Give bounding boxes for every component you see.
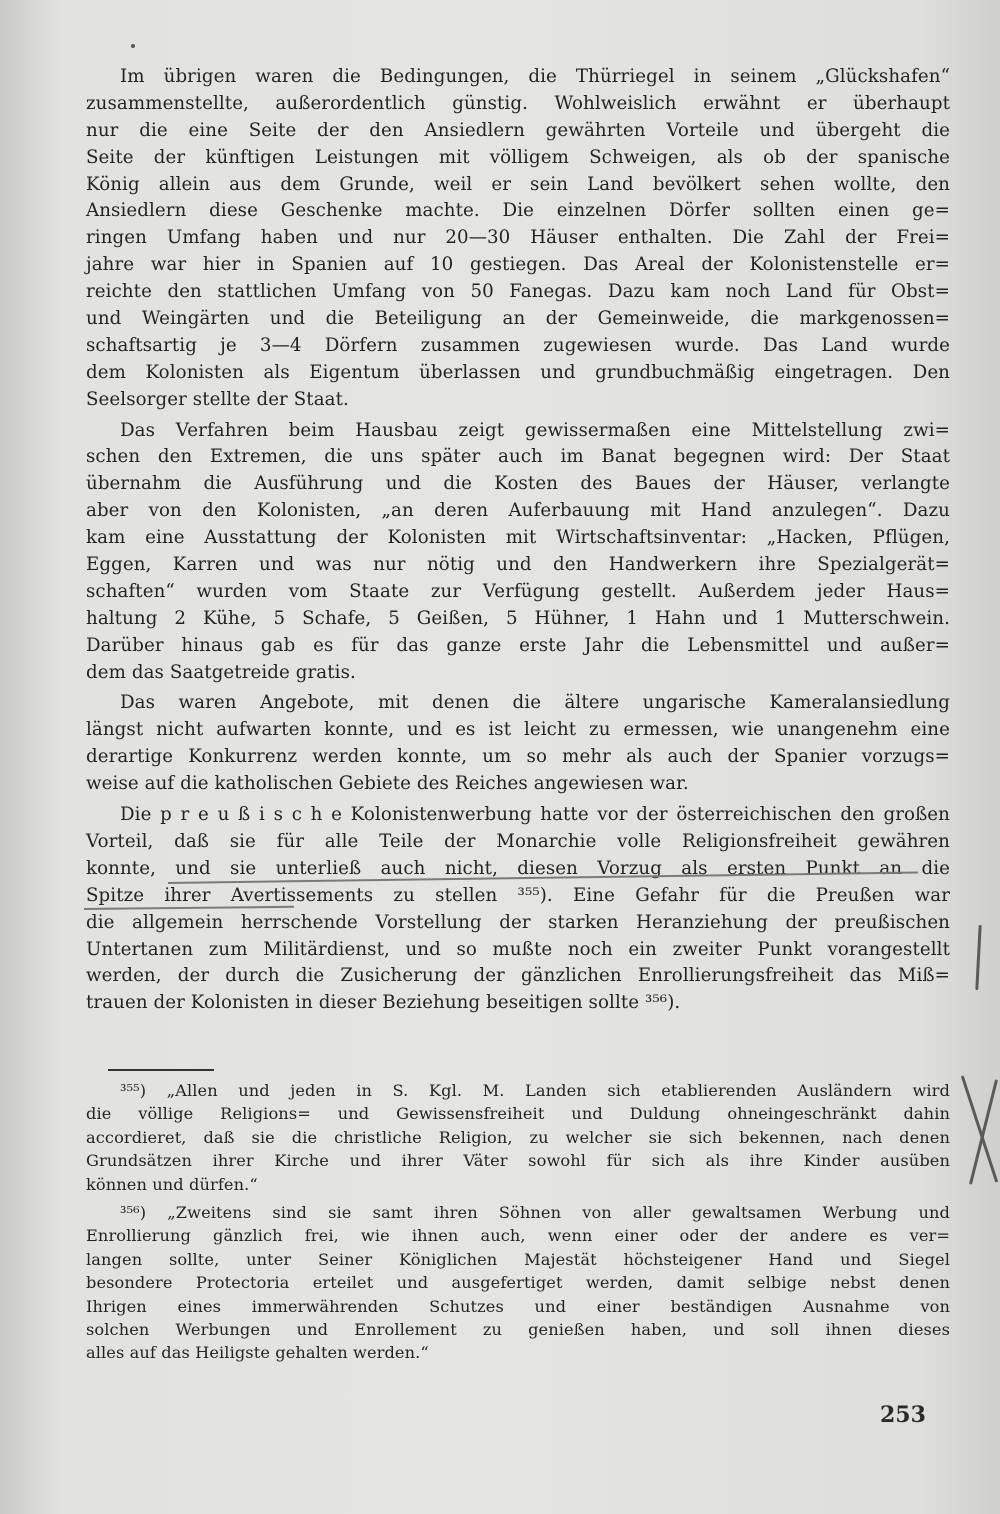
footnote-356 <box>86 1201 950 1365</box>
paragraph-1 <box>86 64 950 414</box>
text-line: dem das Saatgetreide gratis. <box>86 661 356 683</box>
ink-speck <box>131 44 135 48</box>
text-line: werden, der durch die Zusicherung der gänzlichen Enrollierungsfreiheit das Miß= <box>86 965 950 987</box>
footnotes <box>86 1079 950 1365</box>
footnote-line: solchen Werbungen und Enrollement zu genießen haben, und soll ihnen dieses <box>86 1319 950 1339</box>
footnote-rule <box>108 1069 214 1071</box>
text-line: die allgemein herrschende Vorstellung der starken Heranziehung der preußischen <box>86 911 950 933</box>
text-line: Vorteil, daß sie für alle Teile der Monarchie volle Religionsfreiheit gewähren <box>86 830 950 852</box>
text-line: derartige Konkurrenz werden konnte, um so mehr als auch der Spanier vorzugs= <box>86 746 950 768</box>
text-line: schaftsartig je 3—4 Dörfern zusammen zugewiesen wurde. Das Land wurde <box>86 334 950 356</box>
text-line: haltung 2 Kühe, 5 Schafe, 5 Geißen, 5 Hühner, 1 Hahn und 1 Mutterschwein. <box>86 607 950 629</box>
text-line: zusammenstellte, außerordentlich günstig. Wohlweislich erwähnt er überhaupt <box>86 92 950 114</box>
text-line: Seelsorger stellte der Staat. <box>86 388 349 410</box>
text-line: Seite der künftigen Leistungen mit völligem Schweigen, als ob der spanische <box>86 146 950 168</box>
text-line: Im übrigen waren die Bedingungen, die Thürriegel in seinem „Glückshafen“ <box>120 66 950 87</box>
text-line: dem Kolonisten als Eigentum überlassen und grundbuchmäßig eingetragen. Den <box>86 361 950 383</box>
text-line: reichte den stattlichen Umfang von 50 Fanegas. Dazu kam noch Land für Obst= <box>86 281 950 303</box>
text-line: schaften“ wurden vom Staate zur Verfügung gestellt. Außerdem jeder Haus= <box>86 580 950 602</box>
text-line: konnte, und sie unterließ auch nicht, diesen Vorzug als ersten Punkt an die <box>86 857 950 879</box>
text-line: ringen Umfang haben und nur 20—30 Häuser enthalten. Die Zahl der Frei= <box>86 227 950 249</box>
footnote-line: die völlige Religions= und Gewissensfreiheit und Duldung ohneingeschränkt dahin <box>86 1104 950 1124</box>
text-line: Eggen, Karren und was nur nötig und den Handwerkern ihre Spezialgerät= <box>86 554 950 576</box>
margin-mark <box>975 925 981 990</box>
footnote-line: Enrollierung gänzlich frei, wie ihnen auch, wenn einer oder der andere es ver= <box>86 1226 950 1246</box>
text-line: Spitze ihrer Avertissements zu stellen ³⁵⁵). Eine Gefahr für die Preußen war <box>86 884 950 906</box>
text-line: Untertanen zum Militärdienst, und so mußte noch ein zweiter Punkt vorangestellt <box>86 938 950 960</box>
footnote-line: accordieret, daß sie die christliche Religion, zu welcher sie sich bekennen, nach denen <box>86 1127 950 1147</box>
text-line: Das waren Angebote, mit denen die ältere ungarische Kameralansiedlung <box>120 692 950 714</box>
text-line: weise auf die katholischen Gebiete des Reiches angewiesen war. <box>86 773 689 795</box>
text-line: Darüber hinaus gab es für das ganze erste Jahr die Lebensmittel und außer= <box>86 634 950 656</box>
text-line: Das Verfahren beim Hausbau zeigt gewissermaßen eine Mittelstellung zwi= <box>120 419 950 441</box>
text-line: schen den Extremen, die uns später auch im Banat begegnen wird: Der Staat <box>86 446 950 468</box>
footnote-line: Ihrigen eines immerwährenden Schutzes und einer beständigen Ausnahme von <box>86 1296 950 1316</box>
footnote-line: langen sollte, unter Seiner Königlichen Majestät höchsteigener Hand und Siegel <box>86 1249 950 1269</box>
paragraph-3 <box>86 690 950 798</box>
text-line: König allein aus dem Grunde, weil er sein Land bevölkert sehen wollte, den <box>86 173 950 195</box>
footnote-line: alles auf das Heiligste gehalten werden.“ <box>86 1343 429 1363</box>
text-line: Ansiedlern diese Geschenke machte. Die einzelnen Dörfer sollten einen ge= <box>86 200 950 222</box>
text-line: trauen der Kolonisten in dieser Beziehung beseitigen sollte ³⁵⁶). <box>86 992 681 1014</box>
text-line: kam eine Ausstattung der Kolonisten mit Wirtschaftsinventar: „Hacken, Pflügen, <box>86 527 950 549</box>
text-line: nur die eine Seite der den Ansiedlern gewährten Vorteile und übergeht die <box>86 119 950 141</box>
text-line: Die p r e u ß i s c h e Kolonistenwerbung hatte vor der österreichischen den großen <box>120 804 950 826</box>
footnote-line: besondere Protectoria erteilet und ausgefertiget werden, damit selbige nebst denen <box>86 1273 950 1293</box>
text-line: jahre war hier in Spanien auf 10 gestiegen. Das Areal der Kolonistenstelle er= <box>86 254 950 276</box>
text-line: übernahm die Ausführung und die Kosten des Baues der Häuser, verlangte <box>86 473 950 495</box>
text-line: längst nicht aufwarten konnte, und es ist leicht zu ermessen, wie unangenehm eine <box>86 719 950 741</box>
footnote-line: ³⁵⁵) „Allen und jeden in S. Kgl. M. Landen sich etablierenden Ausländern wird <box>120 1081 950 1100</box>
footnote-line: ³⁵⁶) „Zweitens sind sie samt ihren Söhnen von aller gewaltsamen Werbung und <box>120 1202 950 1222</box>
footnote-line: Grundsätzen ihrer Kirche und ihrer Väter sowohl für sich als ihre Kinder ausüben <box>86 1151 950 1171</box>
footnote-line: können und dürfen.“ <box>86 1174 258 1194</box>
text-line: und Weingärten und die Beteiligung an der Gemeinweide, die markgenossen= <box>86 308 950 330</box>
paragraph-4 <box>86 802 950 1017</box>
page-number: 253 <box>880 1402 926 1428</box>
paragraph-2 <box>86 418 950 687</box>
text-line: aber von den Kolonisten, „an deren Auferbauung mit Hand anzulegen“. Dazu <box>86 500 950 522</box>
footnote-355 <box>86 1079 950 1196</box>
